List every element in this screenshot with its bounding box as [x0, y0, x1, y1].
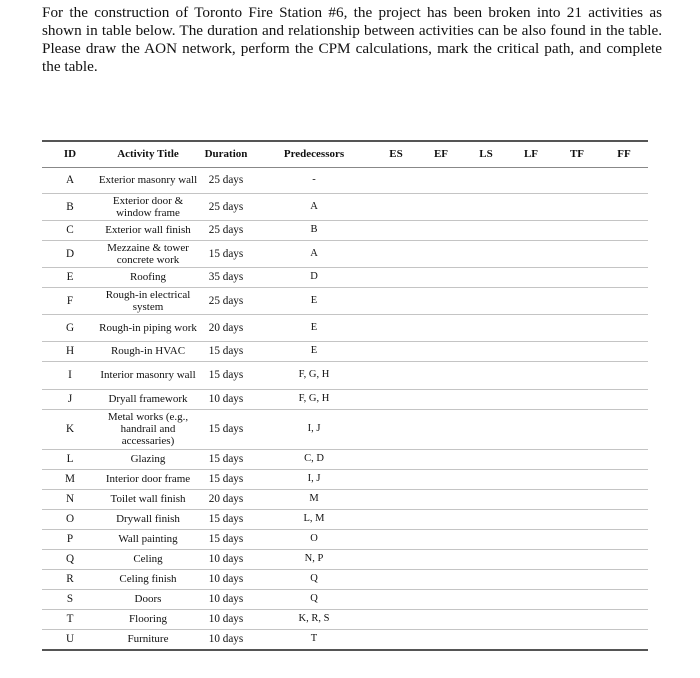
cell-id: A	[42, 167, 98, 193]
cell-title: Flooring	[98, 609, 198, 629]
cell-es	[374, 341, 418, 361]
cell-predecessors: F, G, H	[254, 389, 374, 409]
activity-table	[42, 140, 648, 651]
cell-es	[374, 569, 418, 589]
cell-id: L	[42, 449, 98, 469]
cell-ls	[464, 509, 508, 529]
cell-tf	[554, 629, 600, 650]
cell-tf	[554, 469, 600, 489]
header-predecessors: Predecessors	[254, 141, 374, 167]
cell-title: Glazing	[98, 449, 198, 469]
cell-lf	[508, 589, 554, 609]
cell-id: D	[42, 240, 98, 267]
cell-duration: 15 days	[198, 240, 254, 267]
header-activity-title: Activity Title	[98, 141, 198, 167]
cell-tf	[554, 569, 600, 589]
cell-tf	[554, 449, 600, 469]
cell-ef	[418, 609, 464, 629]
cell-title: Interior masonry wall	[98, 361, 198, 389]
cell-id: J	[42, 389, 98, 409]
cell-ff	[600, 314, 648, 341]
cell-es	[374, 314, 418, 341]
cell-predecessors: -	[254, 167, 374, 193]
cell-es	[374, 529, 418, 549]
table-row	[42, 609, 648, 629]
table-row	[42, 449, 648, 469]
cell-ef	[418, 489, 464, 509]
cell-ef	[418, 167, 464, 193]
cell-ff	[600, 489, 648, 509]
cell-ef	[418, 267, 464, 287]
cell-tf	[554, 314, 600, 341]
cell-ef	[418, 509, 464, 529]
cell-duration: 10 days	[198, 609, 254, 629]
table-row	[42, 341, 648, 361]
cell-title: Celing	[98, 549, 198, 569]
header-lf: LF	[508, 141, 554, 167]
cell-id: H	[42, 341, 98, 361]
cell-predecessors: I, J	[254, 409, 374, 449]
problem-statement: For the construction of Toronto Fire Station #6, the project has been broken into 21 activities as shown in table below. The duration and relationship between activities can be also found in the table. Please draw the AON network, perform the CPM calculations, mark the critical path, and complete the table.	[42, 4, 662, 75]
cell-id: B	[42, 193, 98, 220]
table-row	[42, 509, 648, 529]
cell-ef	[418, 314, 464, 341]
cell-duration: 35 days	[198, 267, 254, 287]
cell-ef	[418, 220, 464, 240]
cell-id: R	[42, 569, 98, 589]
cell-lf	[508, 287, 554, 314]
cell-title: Drywall finish	[98, 509, 198, 529]
table-row	[42, 469, 648, 489]
cell-predecessors: T	[254, 629, 374, 650]
table-row	[42, 240, 648, 267]
cell-predecessors: Q	[254, 569, 374, 589]
cell-tf	[554, 509, 600, 529]
cell-predecessors: A	[254, 193, 374, 220]
cell-lf	[508, 549, 554, 569]
cell-ls	[464, 240, 508, 267]
cell-lf	[508, 240, 554, 267]
cell-ff	[600, 549, 648, 569]
header-duration: Duration	[198, 141, 254, 167]
cell-lf	[508, 469, 554, 489]
cell-ls	[464, 569, 508, 589]
cell-duration: 15 days	[198, 509, 254, 529]
cell-duration: 20 days	[198, 314, 254, 341]
cell-ff	[600, 167, 648, 193]
cell-tf	[554, 287, 600, 314]
cell-es	[374, 287, 418, 314]
table-row	[42, 389, 648, 409]
cell-ff	[600, 287, 648, 314]
cell-duration: 25 days	[198, 220, 254, 240]
cell-ls	[464, 549, 508, 569]
cell-ff	[600, 509, 648, 529]
cell-ef	[418, 449, 464, 469]
cell-id: S	[42, 589, 98, 609]
cell-tf	[554, 489, 600, 509]
cell-title: Rough-in electrical system	[98, 287, 198, 314]
cell-title: Celing finish	[98, 569, 198, 589]
cell-title: Rough-in piping work	[98, 314, 198, 341]
cell-es	[374, 469, 418, 489]
cell-title: Interior door frame	[98, 469, 198, 489]
table-row	[42, 193, 648, 220]
cell-id: E	[42, 267, 98, 287]
cell-ls	[464, 469, 508, 489]
cell-es	[374, 589, 418, 609]
cell-es	[374, 167, 418, 193]
cell-ff	[600, 609, 648, 629]
cell-duration: 25 days	[198, 167, 254, 193]
cell-lf	[508, 529, 554, 549]
cell-title: Exterior wall finish	[98, 220, 198, 240]
cell-predecessors: I, J	[254, 469, 374, 489]
table-row	[42, 529, 648, 549]
table-row	[42, 361, 648, 389]
header-es: ES	[374, 141, 418, 167]
cell-ls	[464, 267, 508, 287]
cell-tf	[554, 409, 600, 449]
cell-ef	[418, 589, 464, 609]
cell-ff	[600, 361, 648, 389]
cell-predecessors: E	[254, 341, 374, 361]
cell-predecessors: Q	[254, 589, 374, 609]
cell-es	[374, 629, 418, 650]
cell-ls	[464, 287, 508, 314]
cell-ls	[464, 529, 508, 549]
cell-lf	[508, 193, 554, 220]
table-header-row	[42, 141, 648, 167]
cell-predecessors: D	[254, 267, 374, 287]
cell-tf	[554, 341, 600, 361]
header-id: ID	[42, 141, 98, 167]
table-row	[42, 267, 648, 287]
cell-predecessors: M	[254, 489, 374, 509]
cell-predecessors: N, P	[254, 549, 374, 569]
cell-duration: 15 days	[198, 361, 254, 389]
table-row	[42, 549, 648, 569]
cell-ls	[464, 489, 508, 509]
cell-ff	[600, 389, 648, 409]
table-row	[42, 167, 648, 193]
cell-id: I	[42, 361, 98, 389]
cell-ls	[464, 589, 508, 609]
cell-predecessors: E	[254, 287, 374, 314]
cell-duration: 10 days	[198, 569, 254, 589]
cell-lf	[508, 389, 554, 409]
cell-ls	[464, 409, 508, 449]
cell-ef	[418, 569, 464, 589]
cell-id: P	[42, 529, 98, 549]
table-row	[42, 569, 648, 589]
cell-id: Q	[42, 549, 98, 569]
cell-ls	[464, 341, 508, 361]
header-ff: FF	[600, 141, 648, 167]
cell-ff	[600, 449, 648, 469]
cell-title: Dryall framework	[98, 389, 198, 409]
cell-duration: 25 days	[198, 287, 254, 314]
cell-title: Furniture	[98, 629, 198, 650]
header-ls: LS	[464, 141, 508, 167]
cell-tf	[554, 389, 600, 409]
cell-es	[374, 240, 418, 267]
cell-ff	[600, 193, 648, 220]
cell-title: Roofing	[98, 267, 198, 287]
cell-ff	[600, 629, 648, 650]
cell-lf	[508, 569, 554, 589]
cell-duration: 15 days	[198, 529, 254, 549]
cell-ef	[418, 287, 464, 314]
cell-id: U	[42, 629, 98, 650]
cell-duration: 10 days	[198, 629, 254, 650]
cell-duration: 20 days	[198, 489, 254, 509]
cell-predecessors: A	[254, 240, 374, 267]
table-row	[42, 629, 648, 650]
cell-title: Doors	[98, 589, 198, 609]
cell-id: K	[42, 409, 98, 449]
cell-tf	[554, 361, 600, 389]
table-row	[42, 409, 648, 449]
cell-duration: 15 days	[198, 409, 254, 449]
cell-ef	[418, 529, 464, 549]
cell-predecessors: E	[254, 314, 374, 341]
cell-ls	[464, 220, 508, 240]
cell-id: O	[42, 509, 98, 529]
cell-duration: 15 days	[198, 341, 254, 361]
cell-tf	[554, 589, 600, 609]
cell-title: Exterior door & window frame	[98, 193, 198, 220]
cell-lf	[508, 509, 554, 529]
cell-ls	[464, 314, 508, 341]
table-row	[42, 589, 648, 609]
cell-duration: 10 days	[198, 389, 254, 409]
cell-lf	[508, 489, 554, 509]
cell-duration: 25 days	[198, 193, 254, 220]
cell-tf	[554, 167, 600, 193]
cell-ef	[418, 193, 464, 220]
cell-ls	[464, 609, 508, 629]
cell-lf	[508, 361, 554, 389]
cell-es	[374, 220, 418, 240]
cell-es	[374, 361, 418, 389]
cell-id: G	[42, 314, 98, 341]
cell-ef	[418, 409, 464, 449]
cell-ef	[418, 389, 464, 409]
cell-es	[374, 449, 418, 469]
cell-id: T	[42, 609, 98, 629]
cell-tf	[554, 220, 600, 240]
cell-lf	[508, 609, 554, 629]
cell-tf	[554, 267, 600, 287]
cell-ef	[418, 629, 464, 650]
cell-es	[374, 267, 418, 287]
cell-id: C	[42, 220, 98, 240]
header-tf: TF	[554, 141, 600, 167]
cell-es	[374, 409, 418, 449]
cell-ls	[464, 193, 508, 220]
cell-ff	[600, 267, 648, 287]
header-ef: EF	[418, 141, 464, 167]
cell-ff	[600, 220, 648, 240]
cell-tf	[554, 529, 600, 549]
cell-duration: 10 days	[198, 589, 254, 609]
cell-lf	[508, 409, 554, 449]
cell-tf	[554, 240, 600, 267]
cell-ff	[600, 469, 648, 489]
cell-ff	[600, 589, 648, 609]
cell-es	[374, 193, 418, 220]
cell-title: Exterior masonry wall	[98, 167, 198, 193]
cell-ef	[418, 549, 464, 569]
cell-tf	[554, 549, 600, 569]
cell-predecessors: F, G, H	[254, 361, 374, 389]
cell-lf	[508, 220, 554, 240]
cell-ls	[464, 389, 508, 409]
cell-title: Wall painting	[98, 529, 198, 549]
cell-ef	[418, 469, 464, 489]
cell-title: Rough-in HVAC	[98, 341, 198, 361]
cell-lf	[508, 167, 554, 193]
cell-duration: 10 days	[198, 549, 254, 569]
table-row	[42, 489, 648, 509]
cell-lf	[508, 341, 554, 361]
cell-ff	[600, 341, 648, 361]
table-row	[42, 314, 648, 341]
cell-ls	[464, 361, 508, 389]
cell-ls	[464, 449, 508, 469]
cell-ef	[418, 341, 464, 361]
cell-duration: 15 days	[198, 449, 254, 469]
cell-title: Metal works (e.g., handrail and accessaries)	[98, 409, 198, 449]
cell-title: Toilet wall finish	[98, 489, 198, 509]
cell-es	[374, 549, 418, 569]
cell-lf	[508, 314, 554, 341]
cell-predecessors: K, R, S	[254, 609, 374, 629]
cell-ef	[418, 361, 464, 389]
cell-predecessors: L, M	[254, 509, 374, 529]
cell-ff	[600, 529, 648, 549]
table-row	[42, 287, 648, 314]
cell-predecessors: C, D	[254, 449, 374, 469]
cell-ff	[600, 569, 648, 589]
cell-es	[374, 609, 418, 629]
cell-duration: 15 days	[198, 469, 254, 489]
cell-predecessors: B	[254, 220, 374, 240]
cell-lf	[508, 267, 554, 287]
cell-ff	[600, 409, 648, 449]
cell-ef	[418, 240, 464, 267]
cell-es	[374, 489, 418, 509]
cell-tf	[554, 609, 600, 629]
cell-lf	[508, 449, 554, 469]
table-row	[42, 220, 648, 240]
cell-id: N	[42, 489, 98, 509]
cell-ls	[464, 167, 508, 193]
cell-ls	[464, 629, 508, 650]
cell-ff	[600, 240, 648, 267]
cell-tf	[554, 193, 600, 220]
cell-lf	[508, 629, 554, 650]
cell-es	[374, 509, 418, 529]
cell-predecessors: O	[254, 529, 374, 549]
cell-id: M	[42, 469, 98, 489]
cell-es	[374, 389, 418, 409]
cell-id: F	[42, 287, 98, 314]
cell-title: Mezzaine & tower concrete work	[98, 240, 198, 267]
